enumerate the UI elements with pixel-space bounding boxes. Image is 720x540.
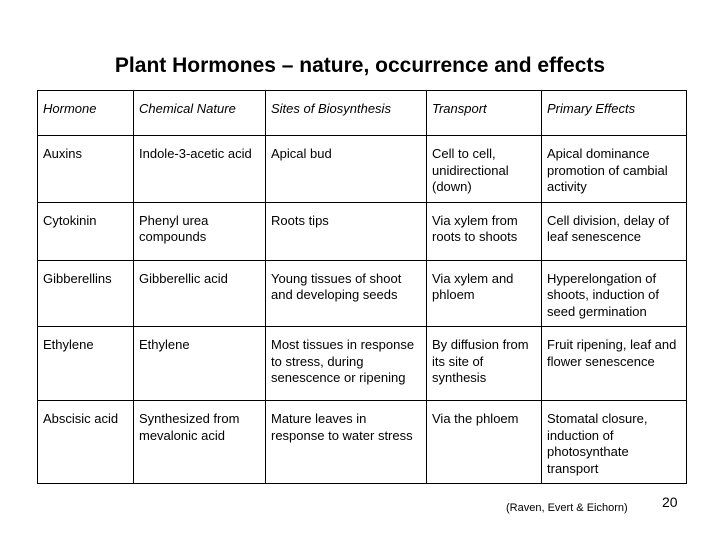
table-cell: Most tissues in response to stress, during senescence or ripening xyxy=(266,327,427,401)
header-chemical-nature: Chemical Nature xyxy=(134,91,266,136)
table-cell: By diffusion from its site of synthesis xyxy=(427,327,542,401)
table-cell: Cell division, delay of leaf senescence xyxy=(542,202,687,260)
table-cell: Cytokinin xyxy=(38,202,134,260)
table-row xyxy=(38,327,687,401)
table-cell: Roots tips xyxy=(266,202,427,260)
table-cell: Apical bud xyxy=(266,136,427,203)
table-cell: Gibberellic acid xyxy=(134,260,266,327)
table-cell: Abscisic acid xyxy=(38,401,134,484)
table-cell: Hyperelongation of shoots, induction of seed germination xyxy=(542,260,687,327)
page-number: 20 xyxy=(662,494,678,510)
table-cell: Cell to cell, unidirectional (down) xyxy=(427,136,542,203)
table-cell: Fruit ripening, leaf and flower senescence xyxy=(542,327,687,401)
table-cell: Mature leaves in response to water stress xyxy=(266,401,427,484)
header-sites-of-biosynthesis: Sites of Biosynthesis xyxy=(266,91,427,136)
table-cell: Apical dominance promotion of cambial activity xyxy=(542,136,687,203)
citation: (Raven, Evert & Eichorn) xyxy=(506,502,628,514)
table-cell: Via the phloem xyxy=(427,401,542,484)
table-cell: Phenyl urea compounds xyxy=(134,202,266,260)
table-row xyxy=(38,401,687,484)
table-cell: Synthesized from mevalonic acid xyxy=(134,401,266,484)
table-cell: Young tissues of shoot and developing seeds xyxy=(266,260,427,327)
header-hormone: Hormone xyxy=(38,91,134,136)
table-cell: Auxins xyxy=(38,136,134,203)
table-cell: Ethylene xyxy=(38,327,134,401)
table-cell: Indole-3-acetic acid xyxy=(134,136,266,203)
table-row xyxy=(38,136,687,203)
table-row xyxy=(38,202,687,260)
table-header-row xyxy=(38,91,687,136)
table-cell: Gibberellins xyxy=(38,260,134,327)
header-transport: Transport xyxy=(427,91,542,136)
table-cell: Via xylem and phloem xyxy=(427,260,542,327)
header-primary-effects: Primary Effects xyxy=(542,91,687,136)
table-cell: Ethylene xyxy=(134,327,266,401)
hormones-table xyxy=(37,90,687,484)
slide-title: Plant Hormones – nature, occurrence and effects xyxy=(114,54,606,77)
table-cell: Via xylem from roots to shoots xyxy=(427,202,542,260)
table-cell: Stomatal closure, induction of photosynthate transport xyxy=(542,401,687,484)
table-row xyxy=(38,260,687,327)
